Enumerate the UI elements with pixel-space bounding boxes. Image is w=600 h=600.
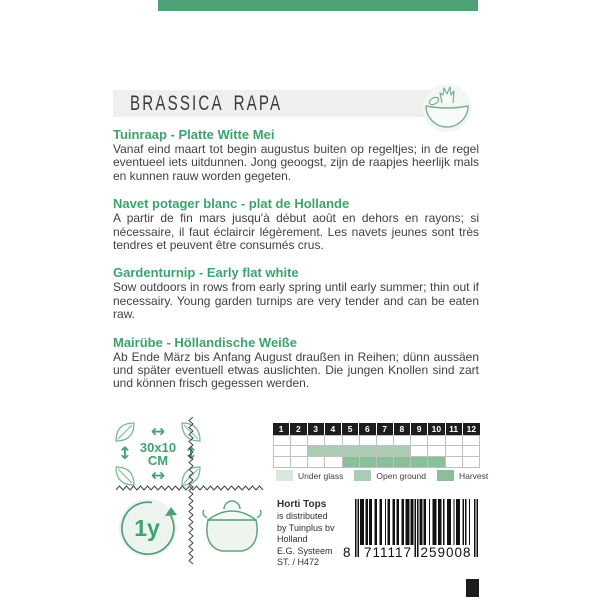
distributor-line: ST. / H472 <box>277 557 320 568</box>
calendar-cell <box>377 435 394 446</box>
brand-color-bar <box>158 0 478 11</box>
barcode-digit-first: 8 <box>343 545 352 560</box>
calendar-cell <box>360 457 377 468</box>
legend-swatch <box>437 470 454 481</box>
calendar-cell <box>446 446 463 457</box>
section-body: Ab Ende März bis Anfang August draußen in Reihen; dünn aussäen und später eventuell etwas auslichten. Die jungen Knollen sind zart und können frisch gegessen werden. <box>113 349 479 391</box>
calendar-cell <box>394 435 411 446</box>
spacing-unit: CM <box>147 453 169 468</box>
calendar-cell <box>411 457 428 468</box>
legend-swatch <box>354 470 371 481</box>
distributor-lines <box>277 511 351 569</box>
legend-label: Open ground <box>376 470 426 481</box>
sowing-calendar <box>273 423 480 468</box>
calendar-cell <box>343 457 360 468</box>
calendar-cell <box>343 446 360 457</box>
calendar-cell <box>428 435 445 446</box>
distributor-info <box>277 499 351 569</box>
calendar-cell <box>291 457 308 468</box>
calendar-cell <box>463 435 480 446</box>
barcode-digits-right: 259008 <box>420 545 472 560</box>
section-heading: Navet potager blanc - plat de Hollande <box>113 196 350 212</box>
calendar-month: 12 <box>463 423 480 435</box>
width-arrow-icon: ↔ <box>150 421 166 442</box>
leaf-icon <box>113 420 137 444</box>
section-dutch <box>113 127 479 183</box>
header-band <box>113 90 447 117</box>
legend-item <box>437 470 488 481</box>
legend-item <box>354 470 426 481</box>
legend-label: Under glass <box>298 470 344 481</box>
calendar-cell <box>394 446 411 457</box>
calendar-cell <box>343 435 360 446</box>
cooking-pot-icon <box>197 496 267 558</box>
calendar-cell <box>377 446 394 457</box>
cycle-label: 1y <box>134 515 160 541</box>
legend-swatch <box>276 470 293 481</box>
calendar-cell <box>463 446 480 457</box>
section-english <box>113 265 479 321</box>
calendar-cell <box>394 457 411 468</box>
calendar-cell <box>377 457 394 468</box>
annual-cycle-icon <box>114 494 182 562</box>
calendar-cell <box>308 457 325 468</box>
height-arrow-icon: ↕ <box>117 443 133 464</box>
calendar-cell <box>325 446 342 457</box>
calendar-cell <box>291 435 308 446</box>
calendar-month: 10 <box>428 423 445 435</box>
distributor-line: by Tuinplus bv <box>277 522 335 533</box>
barcode-digits-left: 711117 <box>363 545 413 560</box>
calendar-cell <box>463 457 480 468</box>
calendar-cell <box>274 457 291 468</box>
height-arrow-icon: ↕ <box>183 443 199 464</box>
section-german <box>113 335 479 391</box>
divider-horizontal-zigzag <box>116 485 264 494</box>
calendar-month: 9 <box>411 423 428 435</box>
distributor-name: Horti Tops <box>277 499 327 510</box>
calendar-month-header <box>273 423 480 435</box>
calendar-month: 7 <box>377 423 394 435</box>
calendar-cell <box>274 435 291 446</box>
calendar-month: 6 <box>359 423 376 435</box>
calendar-cell <box>274 446 291 457</box>
section-body: Sow outdoors in rows from early spring until early summer; thin out if necessairy. Young garden turnips are very tender and can be eaten raw. <box>113 280 479 322</box>
calendar-month: 11 <box>446 423 463 435</box>
calendar-cell <box>428 457 445 468</box>
legend-item <box>276 470 343 481</box>
calendar-month: 4 <box>325 423 342 435</box>
spacing-value: 30x10 CM <box>139 440 177 468</box>
section-heading: Mairübe - Höllandische Weiße <box>113 334 297 350</box>
section-body: A partir de fin mars jusqu'à début août en dehors en rayons; si nécessaire, il faut éclaircir légèrement. Les navets jeunes sont très tendres et peuvent être consumés crus. <box>113 211 479 253</box>
calendar-cell <box>446 457 463 468</box>
section-body: Vanaf eind maart tot begin augustus buiten op regeltjes; in de regel eventueel iets uitdunnen. Jong geoogst, zijn de raapjes heerlijk mals en kunnen rauw worden gegeten. <box>113 142 479 183</box>
calendar-cell <box>411 446 428 457</box>
calendar-month: 3 <box>308 423 325 435</box>
page-title: BRASSICA RAPA <box>130 92 283 115</box>
barcode <box>343 499 481 563</box>
distributor-line: E.G. Systeem <box>277 545 333 556</box>
calendar-cell <box>428 446 445 457</box>
calendar-month: 1 <box>273 423 290 435</box>
calendar-row <box>274 446 480 457</box>
print-registration-mark <box>466 579 479 597</box>
calendar-cell <box>411 435 428 446</box>
calendar-legend <box>276 470 499 481</box>
calendar-cell <box>325 457 342 468</box>
calendar-row <box>274 457 480 468</box>
calendar-month: 2 <box>290 423 307 435</box>
calendar-cell <box>308 446 325 457</box>
description-sections <box>113 127 479 404</box>
calendar-cell <box>291 446 308 457</box>
calendar-cell <box>446 435 463 446</box>
section-heading: Tuinraap - Platte Witte Mei <box>113 127 275 142</box>
calendar-month: 5 <box>342 423 359 435</box>
section-heading: Gardenturnip - Early flat white <box>113 265 299 281</box>
width-arrow-icon: ↔ <box>150 465 166 486</box>
legend-label: Harvest <box>458 470 489 481</box>
section-french <box>113 196 479 252</box>
distributor-line: is distributed <box>277 511 328 521</box>
calendar-row <box>274 435 480 446</box>
calendar-cell <box>308 435 325 446</box>
salad-bowl-icon <box>420 79 474 133</box>
calendar-cell <box>360 446 377 457</box>
calendar-cell <box>360 435 377 446</box>
calendar-month: 8 <box>394 423 411 435</box>
calendar-grid <box>273 435 480 468</box>
distributor-line: Holland <box>277 534 308 545</box>
calendar-cell <box>325 435 342 446</box>
